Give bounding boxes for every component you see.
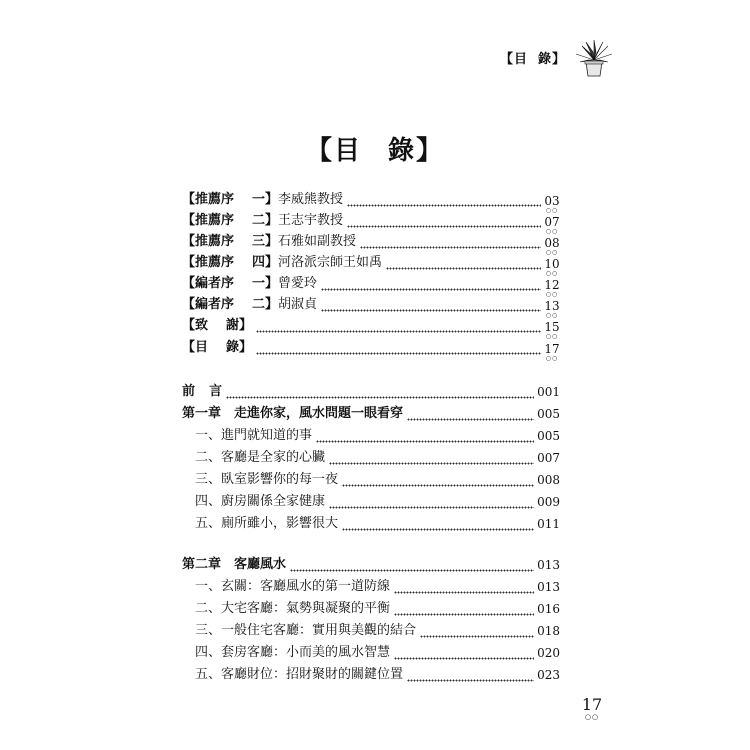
- leader-dots: [386, 255, 541, 271]
- page-number-value: 17: [581, 695, 603, 714]
- entry-tag: 【推薦序: [182, 255, 235, 270]
- toc-section: [195, 641, 560, 661]
- entry-tag-num: 四】: [252, 255, 279, 270]
- toc-section: [195, 468, 560, 488]
- entry-tag-num: 二】: [252, 213, 279, 228]
- leader-dots: [347, 192, 541, 208]
- toc-section: [195, 663, 560, 683]
- leader-dots: [329, 450, 534, 466]
- entry-tag: 【致: [182, 318, 209, 333]
- toc-section: [195, 424, 560, 444]
- page-number-marks: ○○: [584, 713, 600, 721]
- entry-page: 03: [544, 194, 560, 208]
- section-title: 五、廁所雖小，影響很大: [195, 516, 339, 531]
- entry-page: 17: [544, 342, 560, 356]
- page-marks: ○○: [545, 228, 559, 235]
- entry-tag-num: 一】: [252, 192, 279, 207]
- entry-tag-num: 錄】: [226, 340, 253, 355]
- section-title: 三、一般住宅客廳：實用與美觀的結合: [195, 623, 417, 638]
- toc-entry: [182, 293, 560, 319]
- leader-dots: [316, 428, 534, 444]
- toc-entry: [182, 272, 560, 298]
- toc-entry: [182, 188, 560, 214]
- page-marks: ○○: [545, 270, 559, 277]
- toc-entry: [182, 230, 560, 256]
- leader-dots: [226, 384, 534, 400]
- toc-section: [195, 597, 560, 617]
- entry-name: 曾愛玲: [278, 276, 318, 291]
- section-title: 三、臥室影響你的每一夜: [195, 472, 339, 487]
- toc-entry: [182, 209, 560, 235]
- toc-section: [195, 619, 560, 639]
- page-marks: ○○: [545, 291, 559, 298]
- entry-page: 001: [537, 385, 560, 399]
- leader-dots: [342, 472, 534, 488]
- page-title: [0, 130, 750, 167]
- entry-page: 005: [537, 429, 560, 443]
- leader-dots: [407, 406, 534, 422]
- entry-page: 020: [537, 646, 560, 660]
- entry-tag-num: 一】: [252, 276, 279, 291]
- leader-dots: [347, 213, 541, 229]
- toc-section: [195, 446, 560, 466]
- chapter-title: 第一章 走進你家，風水問題一眼看穿: [182, 406, 404, 421]
- entry-page: 005: [537, 407, 560, 421]
- leader-dots: [256, 318, 541, 334]
- toc-section: [195, 575, 560, 595]
- entry-tag-num: 三】: [252, 234, 279, 249]
- section-title: 四、廚房關係全家健康: [195, 494, 326, 509]
- potted-plant-icon: [574, 40, 614, 78]
- leader-dots: [360, 234, 541, 250]
- entry-page: 13: [544, 299, 560, 313]
- leader-dots: [394, 579, 534, 595]
- entry-page: 08: [544, 236, 560, 250]
- entry-page: 008: [537, 473, 560, 487]
- page-marks: ○○: [545, 249, 559, 256]
- page-marks: ○○: [545, 207, 559, 214]
- toc-entry-intro: [182, 380, 560, 400]
- toc-entry: [182, 251, 560, 277]
- leader-dots: [394, 645, 534, 661]
- entry-page: 013: [537, 558, 560, 572]
- leader-dots: [407, 667, 534, 683]
- entry-name: 王志宇教授: [278, 213, 344, 228]
- entry-tag-num: 二】: [252, 297, 279, 312]
- section-title: 四、套房客廳：小而美的風水智慧: [195, 645, 391, 660]
- toc-section: [195, 490, 560, 510]
- section-title: 一、進門就知道的事: [195, 428, 313, 443]
- entry-tag: 【目: [182, 340, 209, 355]
- entry-page: 07: [544, 215, 560, 229]
- toc-entry: [182, 314, 560, 340]
- entry-tag: 【編者序: [182, 297, 235, 312]
- entry-page: 10: [544, 257, 560, 271]
- leader-dots: [342, 516, 534, 532]
- leader-dots: [321, 276, 541, 292]
- entry-name: 河洛派宗師王如禹: [278, 255, 383, 270]
- entry-tag: 【推薦序: [182, 192, 235, 207]
- entry-page: 016: [537, 602, 560, 616]
- section-title: 二、大宅客廳：氣勢與凝聚的平衡: [195, 601, 391, 616]
- chapter-title: 第二章 客廳風水: [182, 557, 287, 572]
- running-header: [500, 48, 566, 67]
- toc-chapter-1: [182, 402, 560, 422]
- section-title: 一、玄關：客廳風水的第一道防線: [195, 579, 391, 594]
- page-marks: ○○: [545, 355, 559, 362]
- entry-page: 009: [537, 495, 560, 509]
- entry-name: 李威熊教授: [278, 192, 344, 207]
- running-header-close: 錄】: [538, 52, 567, 67]
- entry-page: 007: [537, 451, 560, 465]
- entry-name: 胡淑貞: [278, 297, 318, 312]
- toc-entry: [182, 333, 560, 362]
- entry-page: 013: [537, 580, 560, 594]
- page-marks: ○○: [545, 333, 559, 340]
- entry-tag: 【推薦序: [182, 213, 235, 228]
- page-number: [580, 697, 604, 721]
- leader-dots: [256, 340, 541, 356]
- running-header-open: 【目: [500, 52, 529, 67]
- entry-page: 023: [537, 668, 560, 682]
- entry-page: 011: [537, 517, 560, 531]
- entry-tag: 【編者序: [182, 276, 235, 291]
- entry-page: 018: [537, 624, 560, 638]
- page-title-open: 【目: [305, 136, 362, 166]
- entry-page: 12: [544, 278, 560, 292]
- leader-dots: [290, 557, 534, 573]
- leader-dots: [329, 494, 534, 510]
- entry-tag: 【推薦序: [182, 234, 235, 249]
- intro-label-a: 前: [182, 384, 196, 399]
- section-title: 二、客廳是全家的心臟: [195, 450, 326, 465]
- page-title-close: 錄】: [388, 136, 445, 166]
- page-marks: ○○: [545, 312, 559, 319]
- toc-section: [195, 512, 560, 532]
- leader-dots: [420, 623, 534, 639]
- toc-chapter-2: [182, 553, 560, 573]
- entry-tag-num: 謝】: [226, 318, 253, 333]
- leader-dots: [321, 297, 541, 313]
- section-title: 五、客廳財位：招財聚財的關鍵位置: [195, 667, 404, 682]
- entry-name: 石雅如副教授: [278, 234, 357, 249]
- leader-dots: [394, 601, 534, 617]
- intro-label-b: 言: [209, 384, 223, 399]
- entry-page: 15: [544, 320, 560, 334]
